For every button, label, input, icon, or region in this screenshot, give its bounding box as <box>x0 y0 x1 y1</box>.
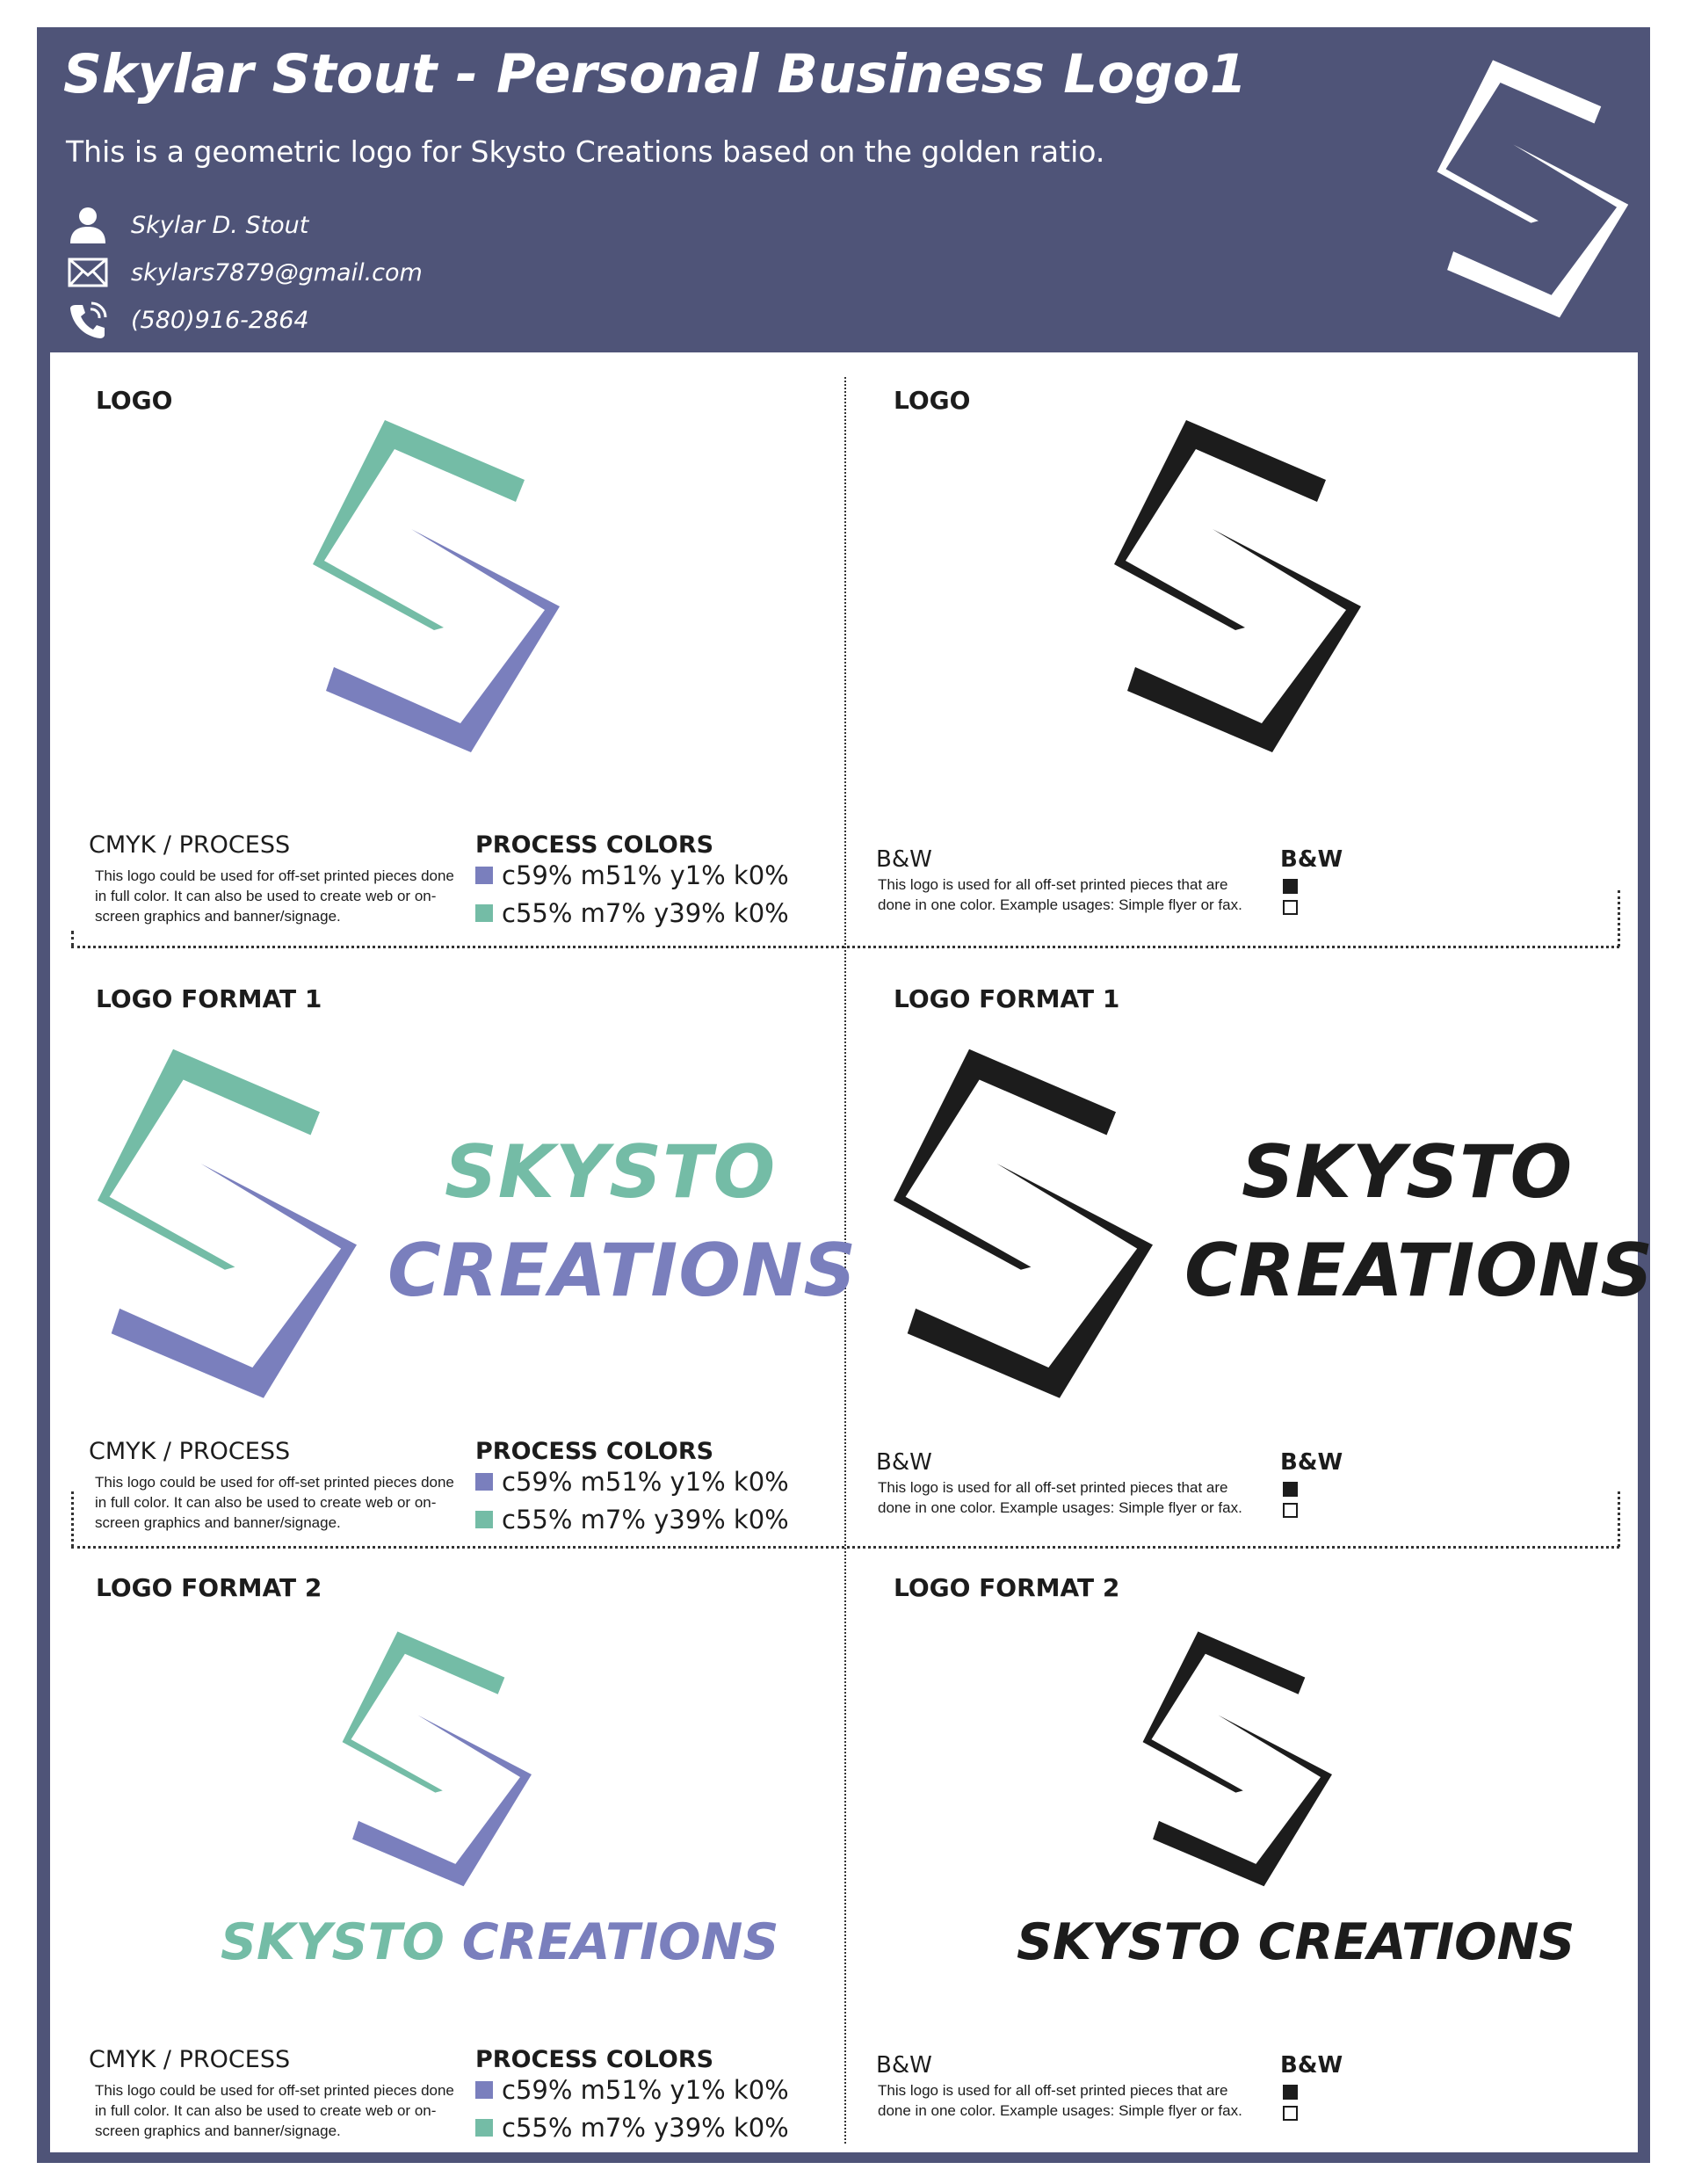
contact-phone-row <box>67 300 309 340</box>
format2-logo-mark-bw <box>1130 1621 1332 1890</box>
teal-swatch <box>475 904 493 922</box>
row-divider-2 <box>71 1546 1619 1549</box>
purple-swatch <box>475 2081 493 2099</box>
logo-mark-bw <box>1097 406 1361 758</box>
teal-swatch <box>475 1511 493 1528</box>
process-colors-heading-3: PROCESS COLORS <box>475 2046 714 2073</box>
logo-mark-color <box>296 406 560 758</box>
cell-title-format1-bw: LOGO FORMAT 1 <box>894 984 1120 1013</box>
process-color-teal: c55% m7% y39% k0% <box>475 898 789 928</box>
purple-swatch <box>475 867 493 884</box>
bw-description-3: This logo is used for all off-set printed pieces that are done in one color. Example usages: Simple flyer or fax. <box>878 2082 1242 2119</box>
black-swatch <box>1283 2085 1298 2100</box>
bw-description-2: This logo is used for all off-set printed pieces that are done in one color. Example usages: Simple flyer or fax. <box>878 1479 1242 1516</box>
process-color-purple: c59% m51% y1% k0% <box>475 860 789 890</box>
cell-title-logo-bw: LOGO <box>894 386 971 415</box>
bw-heading-2: B&W <box>876 1449 932 1476</box>
format1-brand-line1-bw: SKYSTO <box>1242 1129 1574 1215</box>
black-swatch <box>1283 1482 1298 1497</box>
cmyk-heading-2: CMYK / PROCESS <box>89 1438 291 1465</box>
cell-title-format1-color: LOGO FORMAT 1 <box>96 984 322 1013</box>
format2-brand-bw: SKYSTO CREATIONS <box>1017 1913 1575 1971</box>
row-divider-1 <box>71 946 1619 948</box>
bw-description: This logo is used for all off-set printed pieces that are done in one color. Example usages: Simple flyer or fax. <box>878 876 1242 913</box>
bw-heading: B&W <box>876 846 932 873</box>
cell-title-format2-bw: LOGO FORMAT 2 <box>894 1573 1120 1602</box>
bw-swatch-heading-2: B&W <box>1280 1449 1343 1476</box>
format1-logo-mark-bw <box>876 1034 1153 1404</box>
envelope-icon <box>67 252 109 293</box>
process-colors-heading-2: PROCESS COLORS <box>475 1438 714 1465</box>
page-title: Skylar Stout - Personal Business Logo1 <box>63 43 1248 105</box>
contact-phone[interactable]: (580)916-2864 <box>131 306 309 334</box>
white-swatch <box>1283 900 1298 915</box>
cmyk-heading-3: CMYK / PROCESS <box>89 2046 291 2073</box>
format1-brand-line1-color: SKYSTO <box>445 1129 777 1215</box>
contact-email-row <box>67 252 423 293</box>
white-swatch <box>1283 2106 1298 2121</box>
contact-name: Skylar D. Stout <box>131 211 309 239</box>
contact-email[interactable]: skylars7879@gmail.com <box>131 258 423 287</box>
format2-logo-mark-color <box>329 1621 532 1890</box>
purple-swatch <box>475 1473 493 1491</box>
format2-brand-color: SKYSTO CREATIONS <box>221 1913 779 1971</box>
bw-swatch-heading-3: B&W <box>1280 2052 1343 2079</box>
cell-title-logo-color: LOGO <box>96 386 173 415</box>
bw-heading-3: B&W <box>876 2052 932 2079</box>
process-color-teal-3: c55% m7% y39% k0% <box>475 2113 789 2143</box>
header-banner <box>37 27 1650 352</box>
format1-brand-line2-bw: CREATIONS <box>1184 1228 1654 1313</box>
format1-logo-mark-color <box>80 1034 357 1404</box>
cmyk-description-3: This logo could be used for off-set printed pieces done in full color. It can also be used to create web or on-screen graphics and banner/signage. <box>95 2082 454 2139</box>
process-color-purple-2: c59% m51% y1% k0% <box>475 1467 789 1497</box>
person-icon <box>67 205 109 245</box>
header-logo-icon <box>1416 49 1636 322</box>
process-colors-heading: PROCESS COLORS <box>475 831 714 859</box>
black-swatch <box>1283 879 1298 894</box>
phone-icon <box>67 300 109 340</box>
cmyk-heading: CMYK / PROCESS <box>89 831 291 859</box>
contact-name-row <box>67 205 308 245</box>
process-color-purple-3: c59% m51% y1% k0% <box>475 2075 789 2105</box>
white-swatch <box>1283 1503 1298 1518</box>
bw-swatch-heading: B&W <box>1280 846 1343 873</box>
cmyk-description: This logo could be used for off-set printed pieces done in full color. It can also be used to create web or on-screen graphics and banner/signage. <box>95 867 454 925</box>
page-subtitle: This is a geometric logo for Skysto Creations based on the golden ratio. <box>66 134 1105 169</box>
cmyk-description-2: This logo could be used for off-set printed pieces done in full color. It can also be used to create web or on-screen graphics and banner/signage. <box>95 1474 454 1531</box>
process-color-teal-2: c55% m7% y39% k0% <box>475 1505 789 1535</box>
teal-swatch <box>475 2119 493 2137</box>
format1-brand-line2-color: CREATIONS <box>387 1228 858 1313</box>
cell-title-format2-color: LOGO FORMAT 2 <box>96 1573 322 1602</box>
logo-sheet <box>50 352 1654 2152</box>
